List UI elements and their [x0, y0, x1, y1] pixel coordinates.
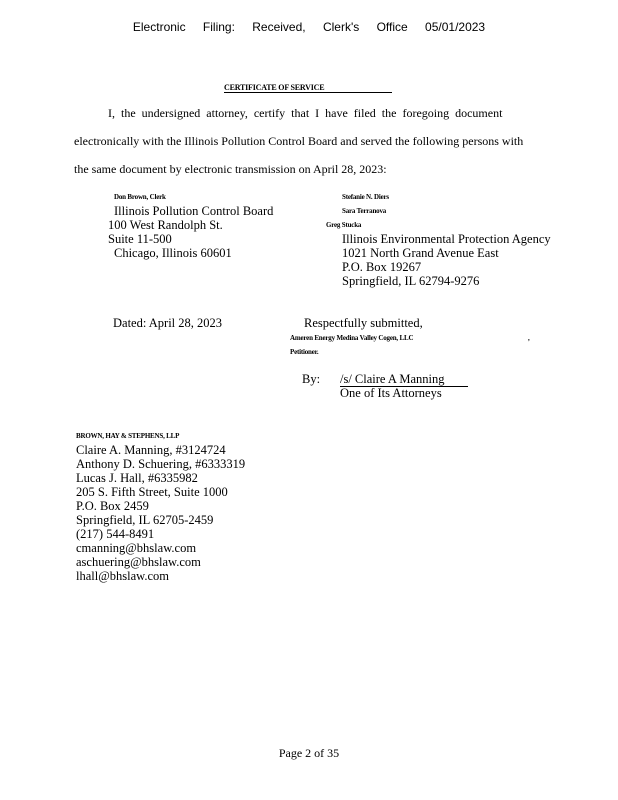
party-comma: , [528, 334, 530, 342]
page-number: Page 2 of 35 [278, 746, 340, 760]
firm-line: 205 S. Fifth Street, Suite 1000 [76, 485, 228, 499]
certificate-line-1: I, the undersigned attorney, certify that I have filed the foregoing document [108, 106, 503, 120]
party-role: Petitioner. [290, 348, 319, 356]
firm-email[interactable]: lhall@bhslaw.com [76, 569, 169, 583]
signature-line [340, 372, 468, 387]
firm-line: Anthony D. Schuering, #6333319 [76, 457, 246, 471]
recipient-left-city: Chicago, Illinois 60601 [114, 246, 232, 260]
certificate-title: CERTIFICATE OF SERVICE [224, 83, 392, 93]
recipient-left-name: Don Brown, Clerk [114, 193, 166, 201]
firm-line: (217) 544-8491 [76, 527, 155, 541]
recipient-right-street: 1021 North Grand Avenue East [342, 246, 499, 260]
recipient-left-org: Illinois Pollution Control Board [114, 204, 274, 218]
firm-line: Claire A. Manning, #3124724 [76, 443, 226, 457]
recipient-right-org: Illinois Environmental Protection Agency [342, 232, 551, 246]
electronic-filing-header: Electronic Filing: Received, Clerk's Office 05/01/2023 [132, 20, 486, 34]
recipient-right-city: Springfield, IL 62794-9276 [342, 274, 480, 288]
recipient-right-name-1: Stefanie N. Diers [342, 193, 389, 201]
signature-value: /s/ Claire A Manning [340, 372, 468, 387]
recipient-right-name-2: Sara Terranova [342, 207, 387, 215]
attorneys-line: One of Its Attorneys [340, 386, 442, 400]
firm-line: P.O. Box 2459 [76, 499, 149, 513]
recipient-left-suite: Suite 11-500 [108, 232, 172, 246]
party-name: Ameren Energy Medina Valley Cogen, LLC [290, 334, 414, 342]
certificate-line-2: electronically with the Illinois Pollution Control Board and served the following persons with [74, 134, 524, 148]
dated-line: Dated: April 28, 2023 [113, 316, 223, 330]
recipient-right-name-3: Greg Stucka [326, 221, 362, 229]
firm-email[interactable]: aschuering@bhslaw.com [76, 555, 201, 569]
firm-name: BROWN, HAY & STEPHENS, LLP [76, 432, 180, 440]
firm-line: Springfield, IL 62705-2459 [76, 513, 214, 527]
recipient-left-street: 100 West Randolph St. [108, 218, 223, 232]
firm-line: Lucas J. Hall, #6335982 [76, 471, 198, 485]
recipient-right-pobox: P.O. Box 19267 [342, 260, 422, 274]
respectfully-submitted: Respectfully submitted, [304, 316, 423, 330]
certificate-line-3: the same document by electronic transmission on April 28, 2023: [74, 162, 387, 176]
by-label: By: [302, 372, 321, 386]
firm-email[interactable]: cmanning@bhslaw.com [76, 541, 197, 555]
